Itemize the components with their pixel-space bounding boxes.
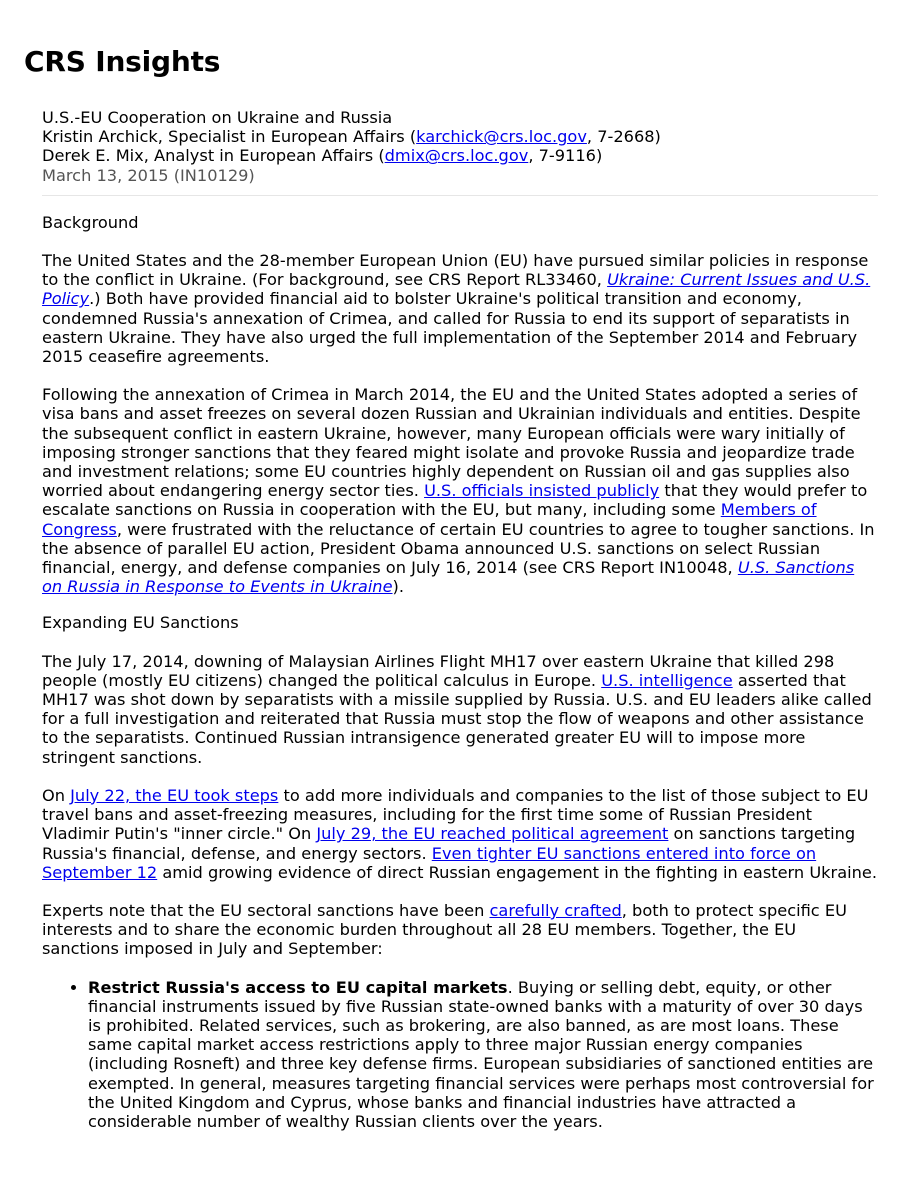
text-run: , were frustrated with the reluctance of certain EU countries to agree to tougher sanctions. In the absence of parallel EU action, President Obama announced U.S. sanctions on select Russian financial, energy, and defense companies on July 16, 2014 (see CRS Report IN10048,	[42, 519, 875, 578]
list-item-text: . Buying or selling debt, equity, or other financial instruments issued by five Russian state-owned banks with a maturity of over 30 days is prohibited. Related services, such as brokering, are also banned, as are most loans. These same capital market access restrictions apply to three major Russian energy companies (including Rosneft) and three key defense firms. European subsidiaries of sanctioned entities are exempted. In general, measures targeting financial services were perhaps most controversial for the United Kingdom and Cyprus, whose banks and financial industries have attracted a considerable number of wealthy Russian clients over the years.	[88, 977, 874, 1131]
article	[42, 108, 878, 1131]
link-us-officials[interactable]: U.S. officials insisted publicly	[424, 481, 660, 501]
text-run: .) Both have provided financial aid to bolster Ukraine's political transition and economy, condemned Russia's annexation of Crimea, and called for Russia to end its support of separatists in eastern Ukraine. They have also urged the full implementation of the September 2014 and February 2015 ceasefire agreements.	[42, 289, 858, 367]
link-july-29[interactable]: July 29, the EU reached political agreement	[316, 824, 669, 844]
text-run: Experts note that the EU sectoral sanctions have been	[42, 900, 490, 920]
author-line-1	[42, 127, 878, 146]
text-run: On	[42, 785, 71, 805]
expanding-paragraph-2	[42, 786, 878, 882]
expanding-paragraph-3	[42, 901, 878, 959]
author-line-2	[42, 146, 878, 165]
text-run: to add more individuals and companies to the list of those subject to EU travel bans and asset-freezing measures, including for the first time some of Russian President Vladimir Putin's "inner circle." On	[42, 785, 869, 844]
author-1-text: Kristin Archick, Specialist in European Affairs (	[42, 127, 417, 147]
section-heading-background: Background	[42, 212, 139, 232]
author-2-email-link[interactable]: dmix@crs.loc.gov	[384, 146, 529, 166]
text-run: The United States and the 28-member European Union (EU) have pursued similar policies in response to the conflict in Ukraine. (For background, see CRS Report RL33460,	[42, 251, 869, 290]
article-title: U.S.-EU Cooperation on Ukraine and Russia	[42, 108, 393, 127]
link-members-of-congress[interactable]: Members of Congress	[42, 500, 817, 539]
list-item-heading: Restrict Russia's access to EU capital markets	[88, 977, 508, 997]
list-item	[88, 978, 878, 1132]
text-run: The July 17, 2014, downing of Malaysian Airlines Flight MH17 over eastern Ukraine that killed 298 people (mostly EU citizens) changed the political calculus in Europe.	[42, 651, 835, 690]
header-divider	[42, 195, 878, 196]
section-heading-expanding: Expanding EU Sanctions	[42, 613, 239, 633]
site-title: CRS Insights	[24, 45, 221, 78]
background-paragraph-2	[42, 385, 878, 596]
link-july-22[interactable]: July 22, the EU took steps	[70, 785, 279, 805]
link-carefully-crafted[interactable]: carefully crafted	[489, 900, 622, 920]
text-run: amid growing evidence of direct Russian engagement in the fighting in eastern Ukraine.	[157, 862, 877, 882]
link-us-intelligence[interactable]: U.S. intelligence	[601, 670, 733, 690]
author-2-text: Derek E. Mix, Analyst in European Affairs (	[42, 146, 385, 166]
text-run: asserted that MH17 was shot down by separatists with a missile supplied by Russia. U.S. and EU leaders alike called for a full investigation and reiterated that Russia must stop the flow of weapons and other assistance to the separatists. Continued Russian intransigence generated greater EU will to impose more stringent sanctions.	[42, 670, 872, 767]
author-1-phone: , 7-2668)	[586, 127, 661, 147]
text-run: , both to protect specific EU interests and to share the economic burden throughout all 28 EU members. Together, the EU sanctions imposed in July and September:	[42, 900, 847, 959]
text-run: ).	[392, 577, 404, 597]
expanding-paragraph-1	[42, 652, 878, 767]
link-september-12[interactable]: Even tighter EU sanctions entered into force on September 12	[42, 843, 817, 882]
publication-date: March 13, 2015 (IN10129)	[42, 165, 255, 185]
link-ukraine-current-issues[interactable]: Ukraine: Current Issues and U.S. Policy	[42, 270, 871, 309]
article-header	[42, 108, 878, 185]
link-us-sanctions-report[interactable]: U.S. Sanctions on Russia in Response to Events in Ukraine	[42, 558, 855, 597]
text-run: Following the annexation of Crimea in March 2014, the EU and the United States adopted a series of visa bans and asset freezes on several dozen Russian and Ukrainian individuals and entities. Despite the subsequent conflict in eastern Ukraine, however, many European officials were wary initially of imposing stronger sanctions that they feared might isolate and provoke Russia and jeopardize trade and investment relations; some EU countries highly dependent on Russian oil and gas supplies also worried about endangering energy sector ties.	[42, 385, 861, 501]
author-1-email-link[interactable]: karchick@crs.loc.gov	[416, 127, 587, 147]
text-run: that they would prefer to escalate sanctions on Russia in cooperation with the EU, but many, including some	[42, 481, 868, 520]
sanctions-list	[42, 978, 878, 1132]
text-run: on sanctions targeting Russia's financial, defense, and energy sectors.	[42, 824, 856, 863]
author-2-phone: , 7-9116)	[528, 146, 603, 166]
background-paragraph-1	[42, 251, 878, 366]
